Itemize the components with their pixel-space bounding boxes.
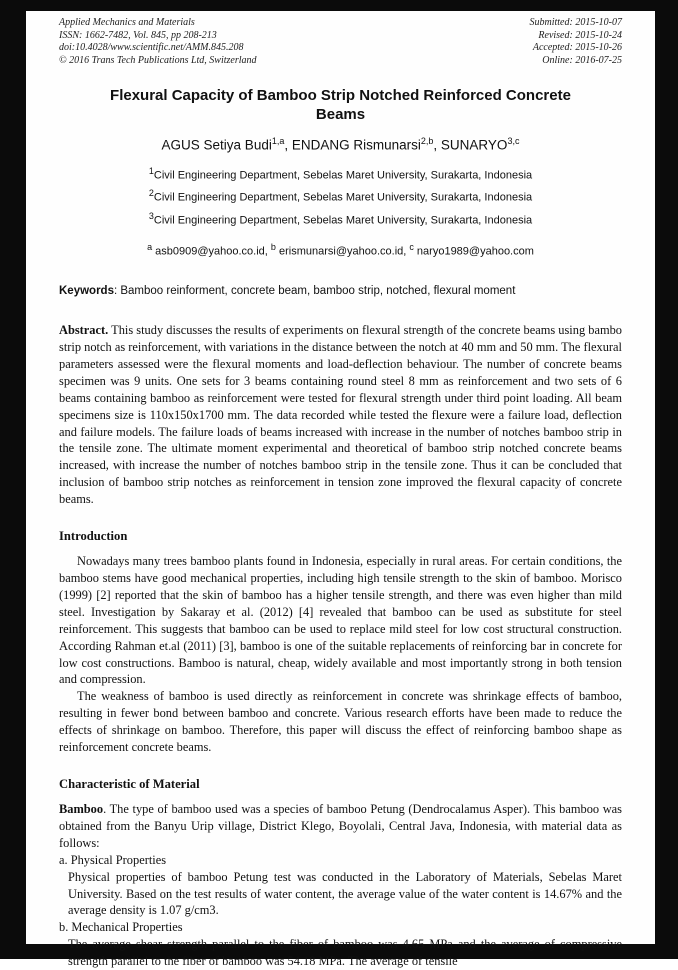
author-2-superscript: 2,b [420, 136, 434, 146]
revised-date: Revised: 2015-10-24 [538, 29, 622, 41]
author-3-superscript: 3,c [507, 136, 520, 146]
affiliation-2-text: Civil Engineering Department, Sebelas Maret University, Surakarta, Indonesia [153, 191, 533, 204]
online-date: Online: 2016-07-25 [542, 54, 622, 66]
abstract-text: This study discusses the results of experiments on flexural strength of the concrete beams using bambo strip notch as reinforcement, with variations in the distance between the notch at 40 mm and 50 mm. The flexural parameters assessed were the flexural moments and load-deflection behaviour. The number of concrete beams specimen was 9 units. One sets for 3 beams containing round steel 8 mm as reinforcement and two sets of 6 beams containing bamboo as reinforcement were tested for flexural strength under third point loading. All beam specimens size is 110x150x1700 mm. The data recorded while tested the flexure were a failure load, deflection and failure models. The failure loads of beams increased with increase in the number of notches bamboo strip in the tensile zone. The ultimate moment experimental and theoretical of bamboo strip notched concrete beams increased, with increase the number of notches bamboo strip in the tensile zone. Thus it can be concluded that inclusion of bamboo strip notches as reinforcement in tension zone improved the flexural capacity of concrete beams. [59, 323, 622, 507]
physical-properties-item-title: a. Physical Properties [59, 852, 167, 867]
affiliation-3-superscript: 3 [148, 210, 154, 221]
keywords-line [59, 285, 622, 297]
author-3: , SUNARYO [433, 137, 508, 153]
intro-paragraph-1: Nowadays many trees bamboo plants found in Indonesia, especially in rural areas. For certain conditions, the bamboo stems have good mechanical properties, including high tensile strength to the skin of bamboo. Morisco (1999) [2] reported that the skin of bamboo has a higher tensile strength, and there was even higher than mild steel. Investigation by Sakaray et al. (2012) [4] revealed that bamboo can be used as substitute for steel reinforcement. This suggests that bamboo can be used to replace mild steel for low cost structural construction. According Rahman et.al (2011) [3], bamboo is one of the suitable replacements of reinforcing bar in concrete for low cost constructions. Bamboo is natural, cheap, widely available and most importantly strong in both tension and compression. [59, 554, 622, 687]
affiliation-1 [59, 162, 622, 185]
affiliations-block [59, 162, 622, 230]
submitted-date: Submitted: 2015-10-07 [529, 17, 622, 28]
affiliation-1-superscript: 1 [148, 165, 154, 176]
email-c: naryo1989@yahoo.com [413, 246, 534, 259]
keywords-text: : Bamboo reinforment, concrete beam, bamboo strip, notched, flexural moment [113, 285, 516, 298]
author-1: AGUS Setiya Budi [161, 137, 272, 153]
section-heading-characteristic: Characteristic of Material [59, 776, 200, 791]
paper-sheet [26, 11, 655, 969]
bamboo-lead: Bamboo [59, 801, 104, 816]
journal-doi: doi:10.4028/www.scientific.net/AMM.845.208 [59, 42, 244, 53]
physical-properties-item-text: Physical properties of bamboo Petung test was conducted in the Laboratory of Materials, Sebelas Maret University. Based on the test results of water content, the average value of the water content is 14.67% and the average density is 1.07 g/cm3. [68, 869, 622, 918]
paper-title: Flexural Capacity of Bamboo Strip Notched Reinforced Concrete Beams [110, 87, 571, 123]
affiliation-1-text: Civil Engineering Department, Sebelas Maret University, Surakarta, Indonesia [153, 169, 533, 182]
authors-line [59, 136, 622, 153]
section-heading-introduction: Introduction [59, 529, 128, 544]
journal-title: Applied Mechanics and Materials [59, 17, 195, 28]
journal-header [59, 17, 622, 67]
email-a-superscript: a [147, 242, 153, 253]
email-c-superscript: c [409, 242, 414, 253]
journal-header-right [530, 17, 623, 67]
affiliation-3 [59, 207, 622, 230]
affiliation-3-text: Civil Engineering Department, Sebelas Maret University, Surakarta, Indonesia [153, 214, 533, 227]
journal-header-left [59, 17, 257, 67]
bamboo-text: . The type of bamboo used was a species of bamboo Petung (Dendrocalamus Asper). This bamboo was obtained from the Banyu Urip village, District Klego, Boyolali, Central Java, Indonesia, with material data as follows: [59, 801, 622, 850]
email-a: asb0909@yahoo.co.id, [152, 246, 271, 259]
accepted-date: Accepted: 2015-10-26 [532, 42, 622, 53]
email-b: erismunarsi@yahoo.co.id, [275, 246, 410, 259]
emails-line [59, 242, 622, 258]
email-b-superscript: b [270, 242, 276, 253]
author-2: , ENDANG Rismunarsi [284, 137, 421, 153]
affiliation-2 [59, 184, 622, 207]
intro-paragraph-2: The weakness of bamboo is used directly as reinforcement in concrete was shrinkage effects of bamboo, resulting in fewer bond between bamboo and concrete. Various research efforts have been made to reduce the effects of shrinkage on bamboo. Therefore, this paper will discuss the effect of reinforcing bamboo shape as reinforcement concrete beams. [59, 689, 622, 755]
mechanical-properties-item-text: The average shear strength parallel to the fiber of bamboo was 4.65 MPa and the average of compressive strength parallel to the fiber of bamboo was 54.18 MPa. The average of tensile [68, 937, 622, 969]
journal-copyright: © 2016 Trans Tech Publications Ltd, Switzerland [59, 54, 257, 66]
keywords-label: Keywords [59, 285, 114, 298]
journal-issn: ISSN: 1662-7482, Vol. 845, pp 208-213 [59, 29, 217, 41]
abstract-lead: Abstract. [59, 323, 109, 338]
mechanical-properties-item-title: b. Mechanical Properties [59, 920, 183, 935]
author-1-superscript: 1,a [271, 136, 285, 146]
affiliation-2-superscript: 2 [148, 188, 154, 199]
abstract-paragraph [59, 322, 622, 508]
bamboo-paragraph [59, 801, 622, 852]
